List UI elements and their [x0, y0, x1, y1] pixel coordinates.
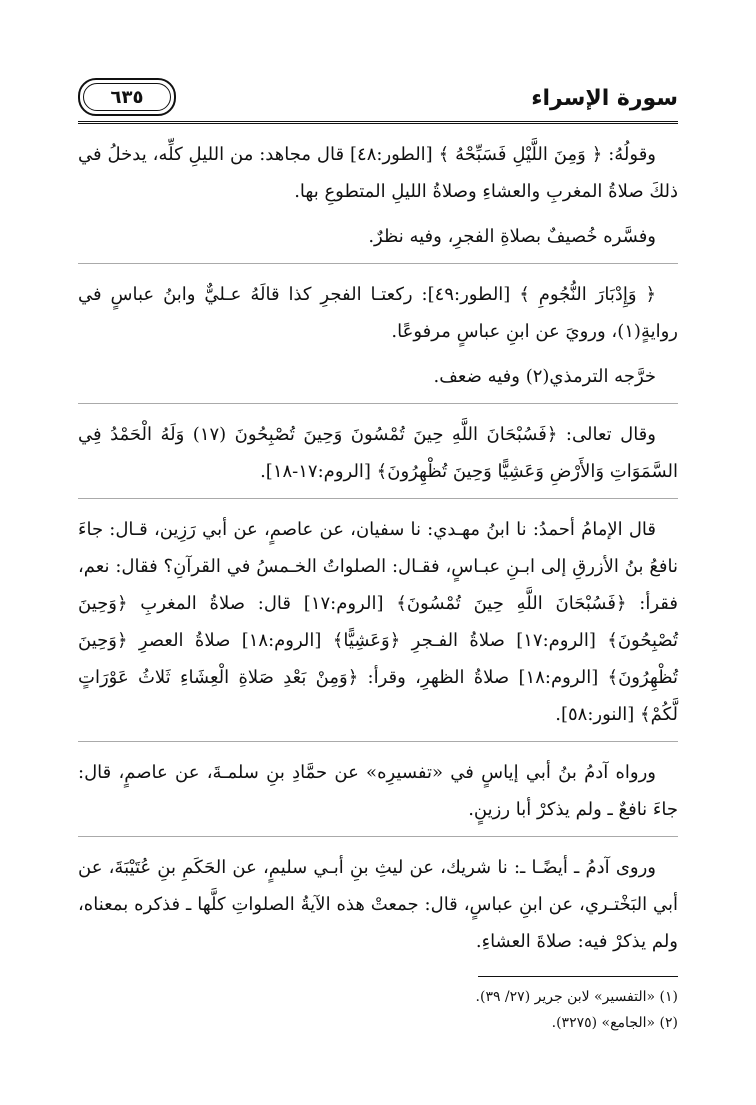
paragraph-4: خرَّجه الترمذي(٢) وفيه ضعف. [433, 366, 656, 387]
footnote-1: (١) «التفسير» لابن جرير (٢٧/ ٣٩). [475, 989, 678, 1005]
page-header [78, 76, 678, 124]
header-rule [78, 121, 678, 122]
paragraph-1: وقولُهُ: ﴿ وَمِنَ اللَّيْلِ فَسَبِّحْهُ ﴾ [الطور:٤٨] قال مجاهد: من الليلِ كلِّه، يدخلُ في ذلكَ صلاةُ المغربِ والعشاءِ وصلاةُ الليلِ المتطوعِ بها. [78, 144, 678, 202]
surah-title: سورة الإسراء [531, 86, 678, 111]
section-divider [78, 836, 678, 837]
paragraph-2: وفسَّره خُصيفٌ بصلاةِ الفجرِ، وفيه نظرٌ. [368, 226, 656, 247]
paragraph-8: وروى آدمُ ـ أيضًـا ـ: نا شريك، عن ليثِ بنِ أبـي سليمٍ، عن الحَكَمِ بنِ عُتَيْبَةَ، عن أبي البَخْتـري، عن ابنِ عباسٍ، قال: جمعتْ هذه الآيةُ الصلواتِ كلَّها ـ فذكره بمعناه، ولم يذكرْ فيه: صلاةَ العشاءِ. [78, 857, 678, 952]
header-rule-thin [78, 123, 678, 124]
paragraph-5: وقال تعالى: ﴿فَسُبْحَانَ اللَّهِ حِينَ تُمْسُونَ وَحِينَ تُصْبِحُونَ (١٧) وَلَهُ الْحَمْدُ فِي السَّمَوَاتِ وَالأَرْضِ وَعَشِيًّا وَحِينَ تُظْهِرُونَ﴾ [الروم:١٧-١٨]. [78, 424, 678, 482]
page-number: ٦٣٥ [110, 86, 144, 108]
section-divider [78, 263, 678, 264]
page-number-badge [78, 78, 176, 116]
paragraph-6: قال الإمامُ أحمدُ: نا ابنُ مهـدي: نا سفيان، عن عاصمٍ، عن أبي رَزِين، قـال: جاءَ نافعُ بنُ الأزرقِ إلى ابـنِ عبـاسٍ، فقـال: الصلواتُ الخـمسُ في القرآنِ؟ فقال: نعم، فقرأ: ﴿فَسُبْحَانَ اللَّهِ حِينَ تُمْسُونَ﴾ [الروم:١٧] قال: صلاةُ المغربِ ﴿وَحِينَ تُصْبِحُونَ﴾ [الروم:١٧] صلاةُ الفـجرِ ﴿وَعَشِيًّا﴾ [الروم:١٨] صلاةُ العصرِ ﴿وَحِينَ تُظْهِرُونَ﴾ [الروم:١٨] صلاةُ الظهرِ، وقرأ: ﴿وَمِنْ بَعْدِ صَلاةِ الْعِشَاءِ ثَلاثُ عَوْرَاتٍ لَّكُمْ﴾ [النور:٥٨]. [78, 519, 679, 725]
footnote-2: (٢) «الجامع» (٣٢٧٥). [551, 1015, 678, 1031]
section-divider [78, 403, 678, 404]
section-divider [78, 741, 678, 742]
footnote-rule [478, 976, 678, 977]
page-body [78, 136, 678, 968]
section-divider [78, 498, 678, 499]
footnotes [78, 984, 678, 1036]
paragraph-3: ﴿ وَإِدْبَارَ النُّجُومِ ﴾ [الطور:٤٩]: ركعتـا الفجرِ كذا قالَهُ عـليٌّ وابنُ عباسٍ في روايةٍ(١)، ورويَ عن ابنِ عباسٍ مرفوعًا. [78, 284, 678, 342]
paragraph-7: ورواه آدمُ بنُ أبي إياسٍ في «تفسيرِه» عن حمَّادِ بنِ سلمـةَ، عن عاصمٍ، قال: جاءَ نافعٌ ـ ولم يذكرْ أبا رزينٍ. [78, 762, 678, 820]
